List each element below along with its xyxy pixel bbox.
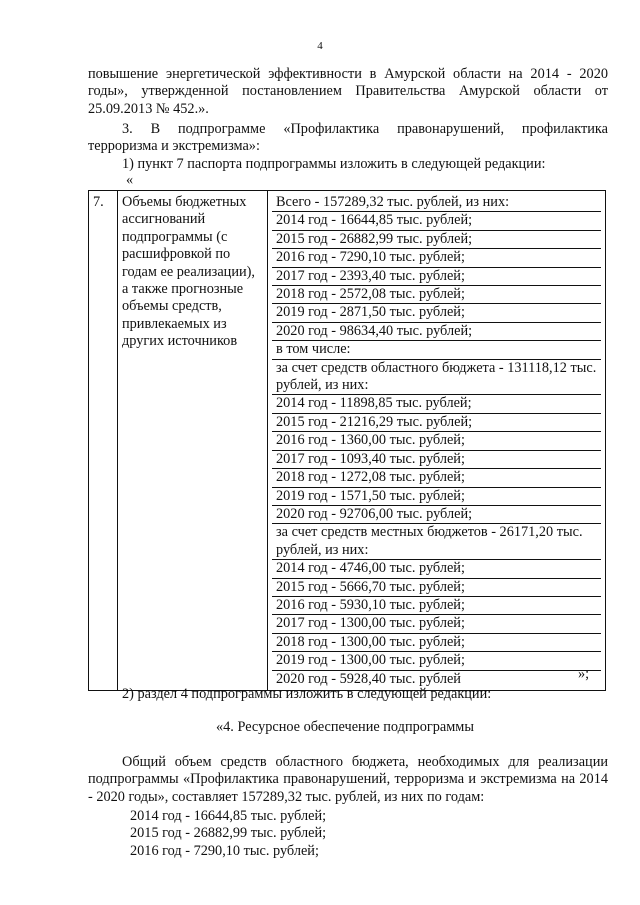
value-line: 2015 год - 21216,29 тыс. рублей; bbox=[272, 414, 601, 432]
value-line: 2019 год - 2871,50 тыс. рублей; bbox=[272, 304, 601, 322]
value-line: за счет средств местных бюджетов - 26171,20 тыс. рублей, из них: bbox=[272, 524, 601, 560]
value-line: 2018 год - 1272,08 тыс. рублей; bbox=[272, 469, 601, 487]
row-title-cell: Объемы бюджетных ассигнований подпрограммы (с расшифровкой по годам ее реализации), а также прогнозные объемы средств, привлекаемых из других источников bbox=[118, 191, 268, 691]
value-line: 2020 год - 92706,00 тыс. рублей; bbox=[272, 506, 601, 524]
value-line: 2016 год - 1360,00 тыс. рублей; bbox=[272, 432, 601, 450]
body-paragraph: Общий объем средств областного бюджета, необходимых для реализации подпрограммы «Профилактика правонарушений, терроризма и экстремизма на 2014 - 2020 годы», составляет 157289,32 тыс. рублей, из них по годам: bbox=[88, 754, 608, 805]
value-line: 2014 год - 16644,85 тыс. рублей; bbox=[272, 212, 601, 230]
value-line: 2017 год - 1093,40 тыс. рублей; bbox=[272, 451, 601, 469]
item-3-1-paragraph: 1) пункт 7 паспорта подпрограммы изложить в следующей редакции: bbox=[122, 156, 546, 172]
passport-table bbox=[88, 190, 606, 691]
value-line: 2017 год - 2393,40 тыс. рублей; bbox=[272, 268, 601, 286]
value-line: 2020 год - 5928,40 тыс. рублей bbox=[276, 670, 461, 687]
value-line: за счет средств областного бюджета - 131118,12 тыс. рублей, из них: bbox=[272, 360, 601, 396]
value-line: 2016 год - 7290,10 тыс. рублей; bbox=[272, 249, 601, 267]
value-line: 2015 год - 26882,99 тыс. рублей; bbox=[272, 231, 601, 249]
value-line: 2018 год - 2572,08 тыс. рублей; bbox=[272, 286, 601, 304]
table-row bbox=[89, 191, 606, 691]
value-line: 2014 год - 11898,85 тыс. рублей; bbox=[272, 395, 601, 413]
year-line: 2014 год - 16644,85 тыс. рублей; bbox=[130, 808, 327, 824]
value-line: 2019 год - 1571,50 тыс. рублей; bbox=[272, 488, 601, 506]
item-3-2-paragraph: 2) раздел 4 подпрограммы изложить в следующей редакции: bbox=[122, 686, 492, 702]
row-value-cell bbox=[268, 191, 606, 691]
value-line: в том числе: bbox=[272, 341, 601, 359]
intro-line: повышение энергетической эффективности в Амурской области на 2014 - 2020 bbox=[88, 66, 608, 82]
intro-paragraph bbox=[88, 66, 608, 118]
value-line: 2016 год - 5930,10 тыс. рублей; bbox=[272, 597, 601, 615]
intro-line: 25.09.2013 № 452.». bbox=[88, 100, 209, 117]
value-line: 2019 год - 1300,00 тыс. рублей; bbox=[272, 652, 601, 670]
year-line: 2016 год - 7290,10 тыс. рублей; bbox=[130, 842, 319, 859]
row-number-cell: 7. bbox=[89, 191, 118, 691]
value-line: 2018 год - 1300,00 тыс. рублей; bbox=[272, 634, 601, 652]
value-line: 2020 год - 98634,40 тыс. рублей; bbox=[272, 323, 601, 341]
value-line: 2015 год - 5666,70 тыс. рублей; bbox=[272, 579, 601, 597]
value-line: Всего - 157289,32 тыс. рублей, из них: bbox=[272, 194, 601, 212]
closing-quote: »; bbox=[578, 666, 590, 682]
opening-quote: « bbox=[126, 172, 134, 188]
year-line: 2015 год - 26882,99 тыс. рублей; bbox=[130, 825, 327, 842]
intro-line: годы», утвержденной постановлением Правительства Амурской области от bbox=[88, 83, 608, 100]
section-title: «4. Ресурсное обеспечение подпрограммы bbox=[216, 719, 474, 735]
item-3-paragraph: 3. В подпрограмме «Профилактика правонарушений, профилактика терроризма и экстремизма»: bbox=[88, 121, 608, 155]
page-number: 4 bbox=[317, 40, 323, 52]
year-list bbox=[130, 808, 550, 860]
value-line: 2014 год - 4746,00 тыс. рублей; bbox=[272, 560, 601, 578]
value-line: 2017 год - 1300,00 тыс. рублей; bbox=[272, 615, 601, 633]
